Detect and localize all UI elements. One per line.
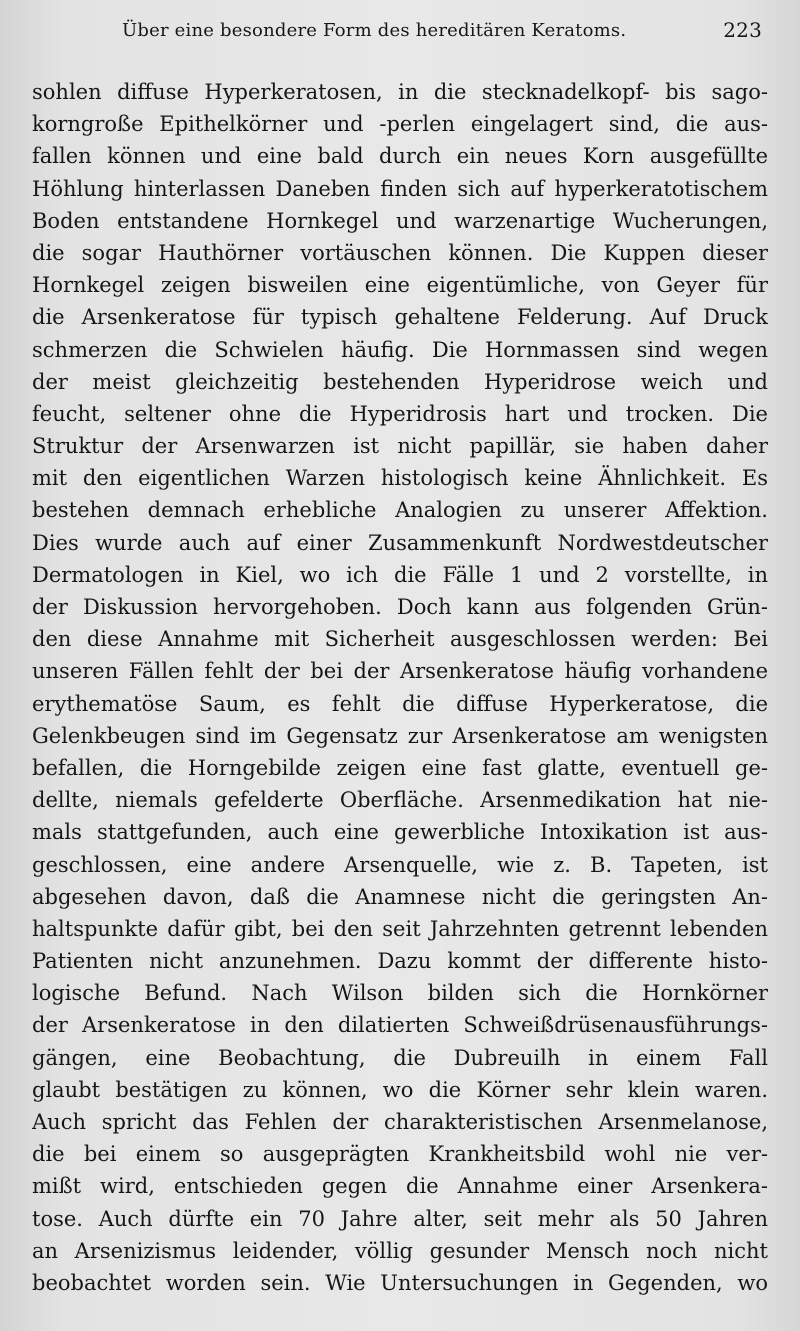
- text-line: feucht, seltener ohne die Hyperidrosis hart und trocken. Die: [32, 401, 768, 426]
- running-title: Über eine besondere Form des hereditären Keratoms.: [122, 20, 627, 41]
- text-line: fallen können und eine bald durch ein neues Korn ausgefüllte: [32, 144, 768, 169]
- text-line: korngroße Epithelkörner und -perlen eingelagert sind, die aus-: [32, 112, 768, 137]
- text-line: der meist gleichzeitig bestehenden Hyperidrose weich und: [32, 369, 768, 394]
- text-line: Höhlung hinterlassen Daneben finden sich auf hyperkeratotischem: [32, 176, 768, 201]
- page-number: 223: [723, 18, 762, 42]
- page-header: [100, 14, 770, 50]
- text-line: abgesehen davon, daß die Anamnese nicht die geringsten An-: [32, 884, 768, 909]
- text-line: glaubt bestätigen zu können, wo die Körner sehr klein waren.: [32, 1077, 768, 1102]
- body-text: [32, 76, 768, 1299]
- text-line: bestehen demnach erhebliche Analogien zu unserer Affektion.: [32, 498, 768, 523]
- text-line: Gelenkbeugen sind im Gegensatz zur Arsenkeratose am wenigsten: [32, 723, 768, 748]
- text-line: die Arsenkeratose für typisch gehaltene Felderung. Auf Druck: [32, 305, 768, 330]
- text-line: Auch spricht das Fehlen der charakteristischen Arsenmelanose,: [32, 1110, 768, 1134]
- text-line: tose. Auch dürfte ein 70 Jahre alter, seit mehr als 50 Jahren: [32, 1206, 768, 1231]
- text-line: schmerzen die Schwielen häufig. Die Hornmassen sind wegen: [32, 337, 768, 362]
- text-line: gängen, eine Beobachtung, die Dubreuilh in einem Fall: [32, 1045, 768, 1070]
- text-line: sohlen diffuse Hyperkeratosen, in die stecknadelkopf- bis sago-: [32, 80, 768, 104]
- text-line: dellte, niemals gefelderte Oberfläche. Arsenmedikation hat nie-: [32, 788, 768, 813]
- text-line: Dermatologen in Kiel, wo ich die Fälle 1 und 2 vorstellte, in: [32, 562, 768, 587]
- text-line: Dies wurde auch auf einer Zusammenkunft Nordwestdeutscher: [32, 530, 768, 555]
- text-line: den diese Annahme mit Sicherheit ausgeschlossen werden: Bei: [32, 627, 768, 652]
- text-line: logische Befund. Nach Wilson bilden sich die Hornkörner: [32, 981, 768, 1006]
- text-line: beobachtet worden sein. Wie Untersuchungen in Gegenden, wo: [32, 1270, 768, 1295]
- text-line: mißt wird, entschieden gegen die Annahme einer Arsenkera-: [32, 1174, 768, 1199]
- text-line: mals stattgefunden, auch eine gewerbliche Intoxikation ist aus-: [32, 820, 768, 845]
- text-line: mit den eigentlichen Warzen histologisch keine Ähnlichkeit. Es: [32, 466, 768, 491]
- text-line: Hornkegel zeigen bisweilen eine eigentümliche, von Geyer für: [32, 273, 768, 298]
- text-line: unseren Fällen fehlt der bei der Arsenkeratose häufig vorhandene: [32, 659, 768, 684]
- text-line: die bei einem so ausgeprägten Krankheitsbild wohl nie ver-: [32, 1142, 768, 1167]
- text-line: haltspunkte dafür gibt, bei den seit Jahrzehnten getrennt lebenden: [32, 916, 768, 941]
- text-line: Struktur der Arsenwarzen ist nicht papillär, sie haben daher: [32, 434, 768, 459]
- text-line: Boden entstandene Hornkegel und warzenartige Wucherungen,: [32, 208, 768, 233]
- text-line: befallen, die Horngebilde zeigen eine fast glatte, eventuell ge-: [32, 755, 768, 780]
- text-line: geschlossen, eine andere Arsenquelle, wie z. B. Tapeten, ist: [32, 852, 768, 877]
- text-line: an Arsenizismus leidender, völlig gesunder Mensch noch nicht: [32, 1238, 768, 1263]
- text-line: erythematöse Saum, es fehlt die diffuse Hyperkeratose, die: [32, 691, 768, 716]
- text-line: die sogar Hauthörner vortäuschen können. Die Kuppen dieser: [32, 240, 768, 265]
- text-line: Patienten nicht anzunehmen. Dazu kommt der differente histo-: [32, 949, 768, 974]
- text-line: der Arsenkeratose in den dilatierten Schweißdrüsenausführungs-: [32, 1013, 768, 1038]
- text-line: der Diskussion hervorgehoben. Doch kann aus folgenden Grün-: [32, 595, 768, 619]
